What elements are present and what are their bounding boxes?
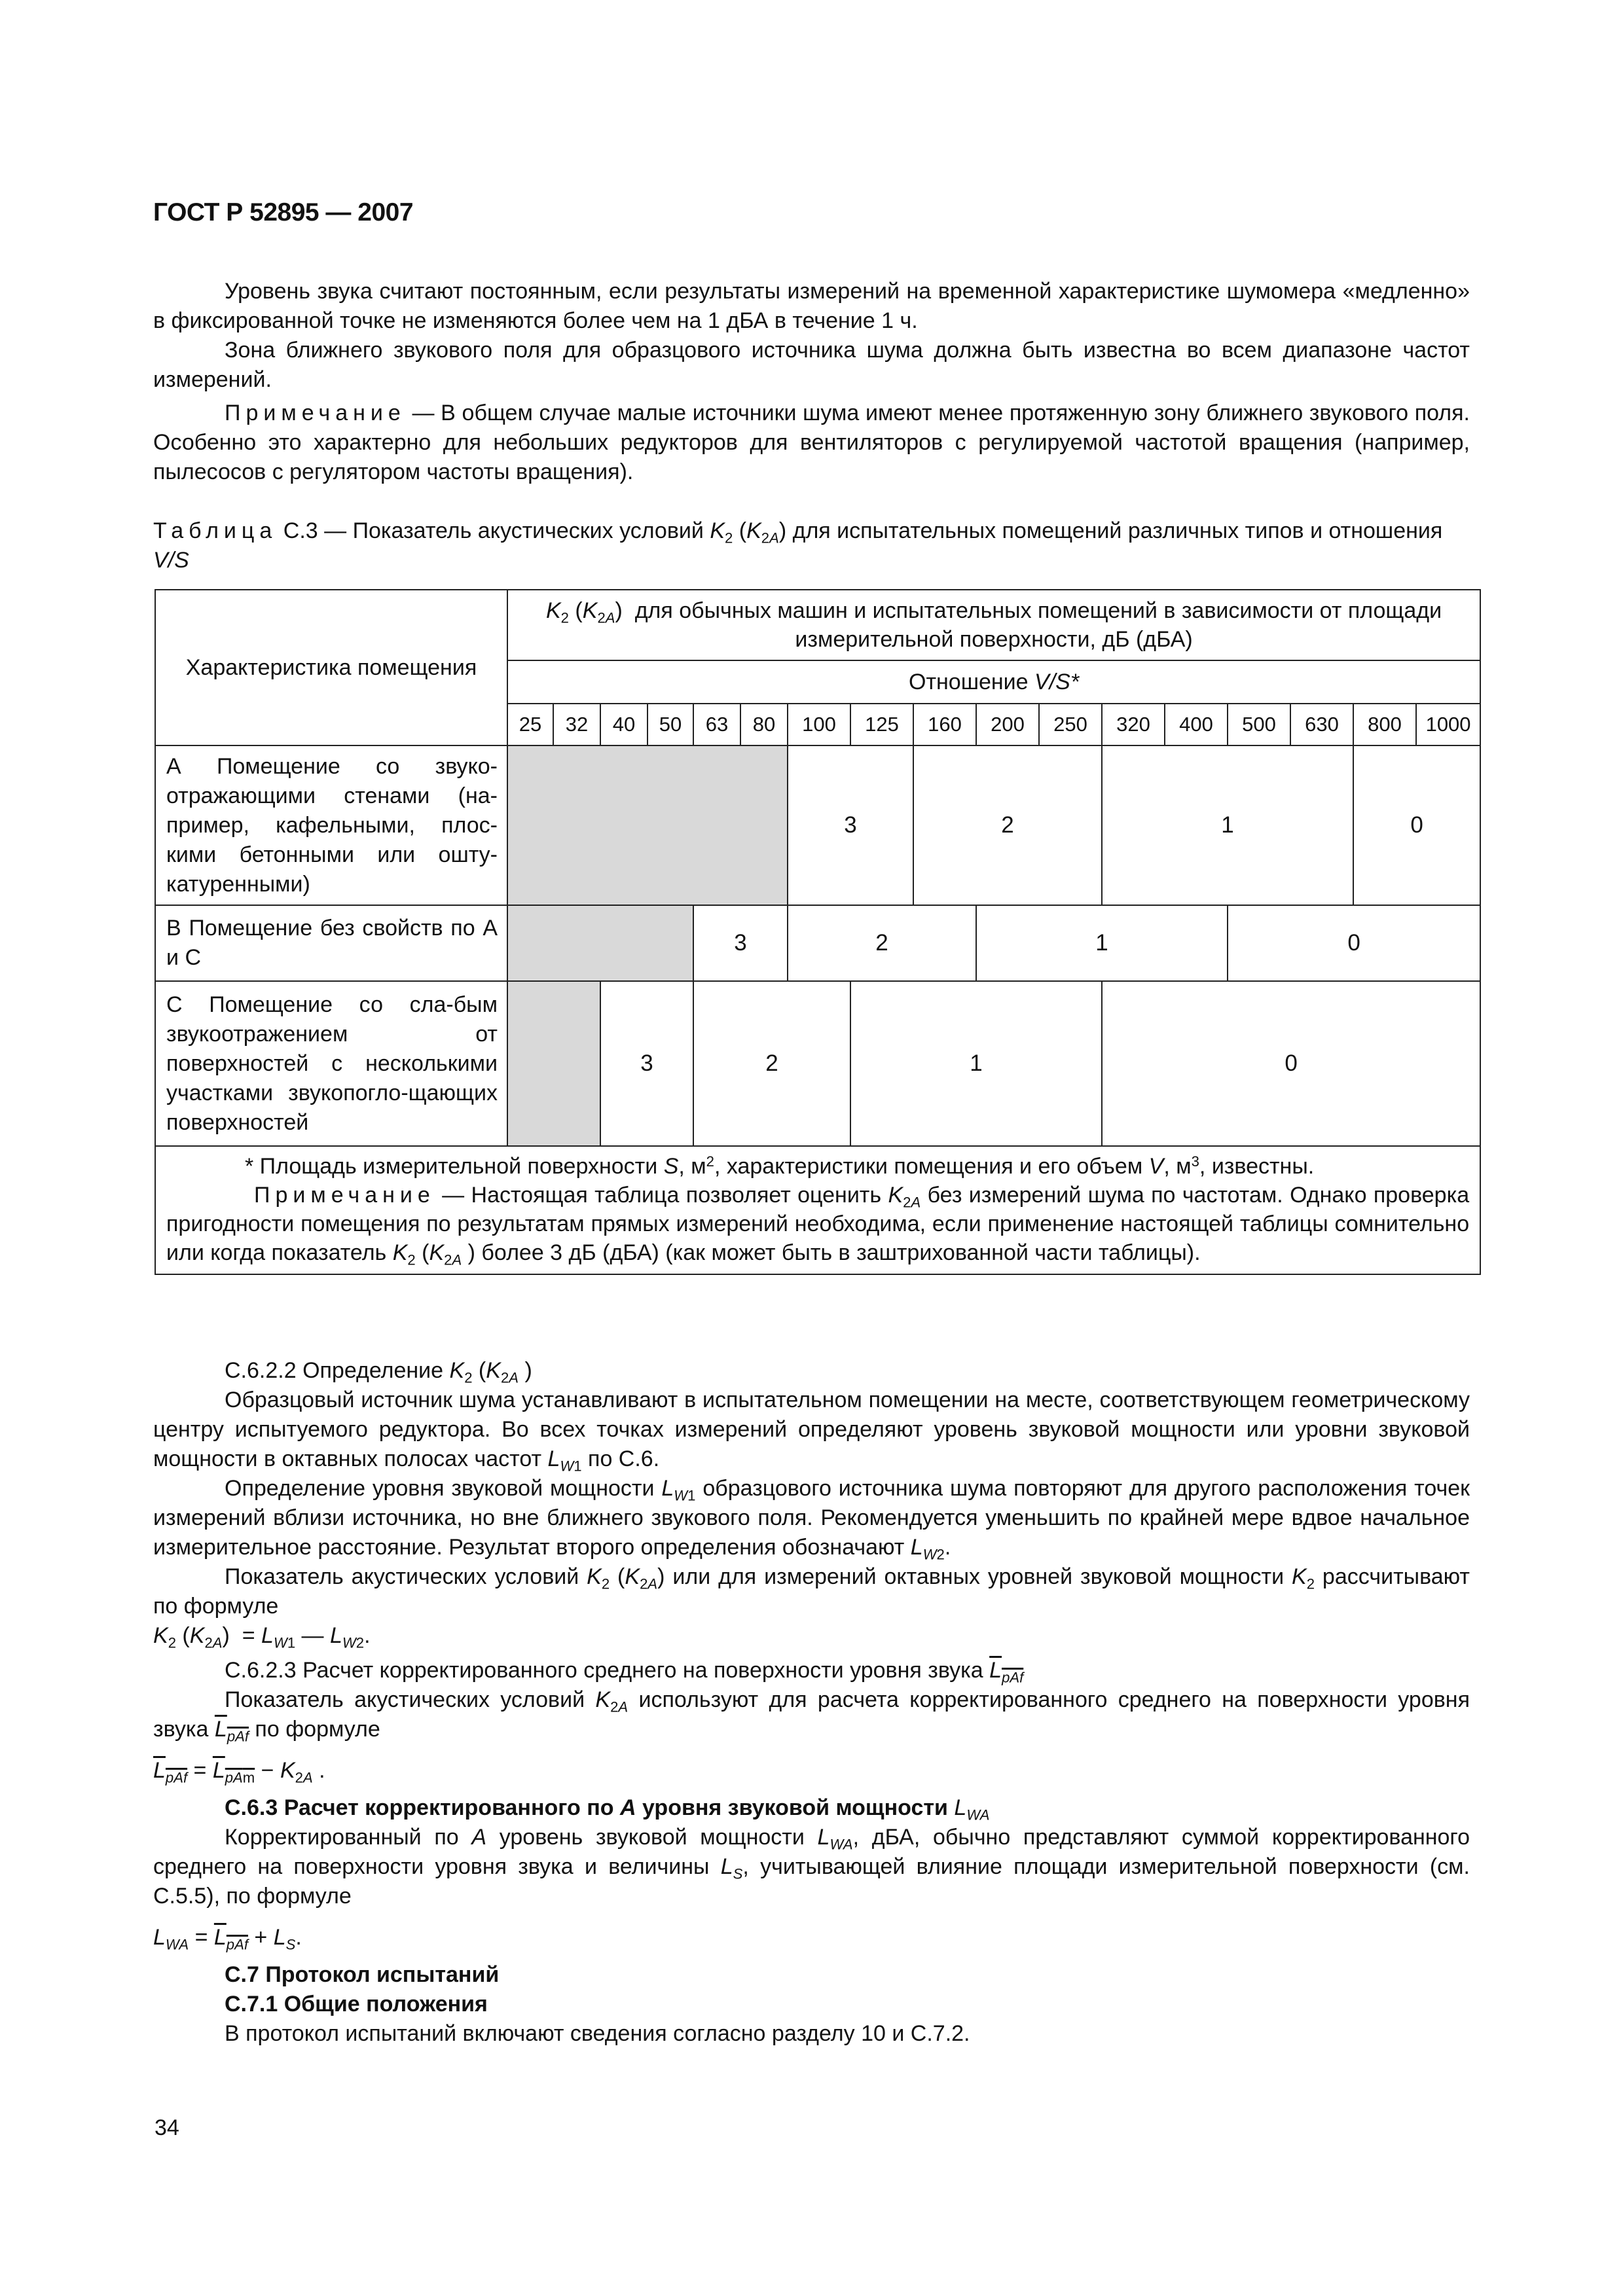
- table-footnote-row: [155, 1146, 1480, 1274]
- ratio-cell: 630: [1290, 704, 1353, 745]
- table-row-a: [155, 745, 1480, 905]
- intro-paragraph-2: Зона ближнего звукового поля для образцового источника шума должна быть известна во всем диапазоне частот измерений.: [153, 338, 1470, 392]
- value-cell: 3: [693, 905, 788, 981]
- ratio-cell: 200: [976, 704, 1039, 745]
- value-cell: 1: [1102, 745, 1353, 905]
- ratio-cell: 80: [740, 704, 788, 745]
- shaded-cell: [507, 981, 600, 1146]
- value-cell: 0: [1353, 745, 1480, 905]
- table-note: Примечание — Настоящая таблица позволяет оценить $K_{2A}$ без измерений шума по частотам. Однако проверка пригодности помещения по результатам прямых измерений необходима, если применение настоящей таблицы сомнительно или когда показатель $K_2$ ($K_{2A}$ ) более 3 дБ (дБА) (как может быть в заштрихованной части таблицы).: [166, 1183, 1470, 1268]
- header-room-characteristic: Характеристика помещения: [155, 590, 507, 745]
- ratio-cell: 125: [850, 704, 913, 745]
- row-label-b: В Помещение без свойств по А и С: [155, 905, 507, 981]
- intro-note: [153, 399, 1470, 487]
- formula-k2: $K_2$ $(K_{2A}) = L_{W1}$ — $L_{W2}$.: [153, 1623, 371, 1651]
- header-ratio: Отношение V/S*: [507, 660, 1480, 704]
- value-cell: 0: [1228, 905, 1480, 981]
- acoustic-conditions-table: [155, 589, 1481, 1275]
- ratio-cell: 50: [647, 704, 693, 745]
- intro-section: [153, 277, 1470, 487]
- ratio-cell: 400: [1165, 704, 1228, 745]
- ratio-cell: 160: [913, 704, 976, 745]
- row-label-c: С Помещение со сла-бым звукоотражением от поверхностей с несколькими участками звукопогло-щающих поверхностей: [155, 981, 507, 1146]
- formula-lwa: $L_{WA} = L_{pAf} + L_S$.: [153, 1925, 302, 1953]
- header-k2: $K_2$ $(K_{2A})$ для обычных машин и испытательных помещений в зависимости от площади измерительной поверхности, дБ (дБА): [507, 590, 1480, 660]
- section-title: С.7 Протокол испытаний: [225, 1962, 500, 1987]
- section-title: С.6.2.2 Определение $K_2$ ($K_{2A}$ ): [225, 1358, 532, 1386]
- ratio-cell: 100: [788, 704, 850, 745]
- ratio-cell: 63: [693, 704, 740, 745]
- section-title: С.6.3 Расчет корректированного по A уровня звуковой мощности $L_{WA}$: [225, 1795, 990, 1823]
- table-row-b: [155, 905, 1480, 981]
- value-cell: 3: [788, 745, 913, 905]
- ratio-cell: 800: [1353, 704, 1416, 745]
- table-row-c: [155, 981, 1480, 1146]
- footnote-area: * Площадь измерительной поверхности S, $м^2$, характеристики помещения и его объем V, $м^3$, известны.: [245, 1153, 1315, 1179]
- note-label: Примечание: [225, 401, 406, 425]
- ratio-cell: 25: [507, 704, 553, 745]
- ratio-cell: 32: [553, 704, 600, 745]
- document-header: ГОСТ Р 52895 — 2007: [153, 198, 414, 226]
- table-footnote: [155, 1146, 1480, 1274]
- section-title: С.6.2.3 Расчет корректированного среднего на поверхности уровня звука $L_{pAf}$: [225, 1658, 1024, 1686]
- ratio-cell: 320: [1102, 704, 1165, 745]
- value-cell: 1: [850, 981, 1102, 1146]
- section-c622: [153, 1356, 1470, 2049]
- value-cell: 2: [693, 981, 850, 1146]
- paragraph: В протокол испытаний включают сведения согласно разделу 10 и С.7.2.: [225, 2021, 970, 2046]
- subsection-title: С.7.1 Общие положения: [225, 1992, 488, 2017]
- row-label-a: А Помещение со звуко-отражающими стенами (на-пример, кафельными, плос-кими бетонными или ошту-катуренными): [155, 745, 507, 905]
- paragraph: Образцовый источник шума устанавливают в испытательном помещении на месте, соответствующем геометрическому центру испытуемого редуктора. Во всех точках измерений определяют уровень звуковой мощности или уровни звуковой мощности в октавных полосах частот $L_{W1}$ по С.6.: [153, 1388, 1470, 1475]
- paragraph: Показатель акустических условий $K_2$ $(K_{2A})$ или для измерений октавных уровней звуковой мощности $K_2$ рассчитывают по формуле: [153, 1564, 1470, 1619]
- page-number: 34: [155, 2115, 179, 2140]
- paragraph: Показатель акустических условий $K_{2A}$ используют для расчета корректированного среднего на поверхности уровня звука $L_{pAf}$ по формуле: [153, 1687, 1470, 1745]
- formula-lpaf: $L_{pAf} = L_{pAm} - K_{2A}$ .: [153, 1758, 325, 1786]
- ratio-cell: 250: [1039, 704, 1102, 745]
- paragraph: Определение уровня звуковой мощности $L_{W1}$ образцового источника шума повторяют для другого расположения точек измерений вблизи источника, но вне ближнего звукового поля. Рекомендуется уменьшить по крайней мере вдвое начальное измерительное расстояние. Результат второго определения обозначают $L_{W2}$.: [153, 1476, 1470, 1563]
- ratio-cell: 500: [1228, 704, 1290, 745]
- note-text: — В общем случае малые источники шума имеют менее протяженную зону ближнего звукового поля. Особенно это характерно для небольших редукторов для вентиляторов с регулируемой частотой вращения (например, пылесосов с регулятором частоты вращения).: [153, 401, 1470, 484]
- value-cell: 3: [600, 981, 693, 1146]
- intro-paragraph-1: Уровень звука считают постоянным, если результаты измерений на временной характеристике шумомера «медленно» в фиксированной точке не изменяются более чем на 1 дБА в течение 1 ч.: [153, 279, 1470, 333]
- shaded-cell: [507, 905, 693, 981]
- table-caption: Таблица С.3 — Показатель акустических условий $K_2$ $(K_{2A})$ для испытательных помещений различных типов и отношения V/S: [153, 518, 1443, 573]
- shaded-cell: [507, 745, 788, 905]
- ratio-cell: 40: [600, 704, 647, 745]
- value-cell: 2: [913, 745, 1102, 905]
- paragraph: Корректированный по A уровень звуковой мощности $L_{WA}$, дБА, обычно представляют суммой корректированного среднего на поверхности уровня звука и величины $L_S$, учитывающей влияние площади измерительной поверхности (см. С.5.5), по формуле: [153, 1825, 1470, 1909]
- value-cell: 1: [976, 905, 1228, 981]
- ratio-cell: 1000: [1416, 704, 1480, 745]
- value-cell: 0: [1102, 981, 1480, 1146]
- value-cell: 2: [788, 905, 976, 981]
